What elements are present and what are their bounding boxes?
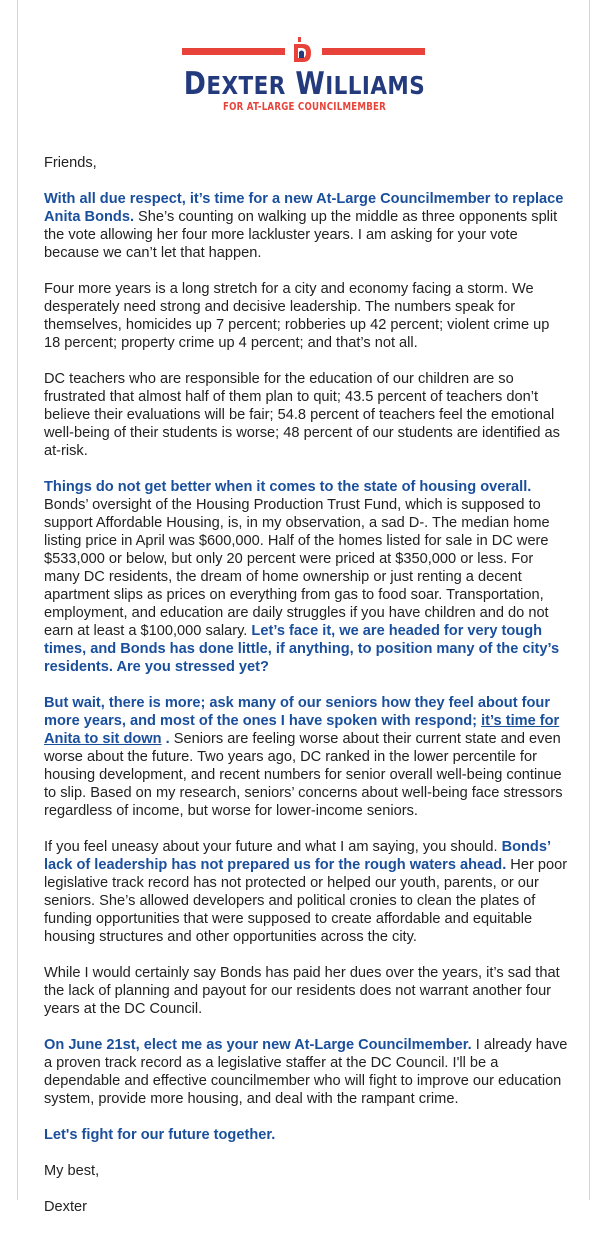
paragraph-8: On June 21st, elect me as your new At-Large Councilmember. I already have a proven track record as a legislative staffer at the DC Council. I'll be a dependable and effective councilmember who will fight to improve our education system, provide more housing, and deal with the rampant crime. xyxy=(44,1037,568,1107)
signature: Dexter xyxy=(44,1199,87,1215)
greeting: Friends, xyxy=(44,155,97,171)
underlined-phrase: it’s time for Anita to sit down xyxy=(44,713,560,747)
capitol-dome-icon xyxy=(287,36,317,66)
paragraph-9: Let's fight for our future together. xyxy=(44,1127,276,1143)
paragraph-2: Four more years is a long stretch for a city and economy facing a storm. We desperately need strong and decisive leadership. The numbers speak for themselves, homicides up 7 percent; robberies up 42 percent; violent crime up 18 percent; property crime up 4 percent; and that’s not all. xyxy=(44,281,550,351)
paragraph-5: But wait, there is more; ask many of our seniors how they feel about four more years, and most of the ones I have spoken with respond; it’s time for Anita to sit down . Seniors are feeling worse about their current state and even worse about the future. Two years ago, DC ranked in the lower percentile for housing development, and recent numbers for senior overall well-being continue to slip. Based on my research, seniors’ concerns about well-being face stressors regardless of income, but worse for lower-income seniors. xyxy=(44,695,563,819)
paragraph-3: DC teachers who are responsible for the education of our children are so frustrated that almost half of them plan to quit; 43.5 percent of teachers don’t believe their evaluations will be fair; 54.8 percent of teachers feel the emotional well-being of their students is worse; 48 percent of our students are identified as at-risk. xyxy=(44,371,560,459)
letter-body xyxy=(44,154,569,1234)
paragraph-1: With all due respect, it’s time for a new At-Large Councilmember to replace Anita Bonds. She’s counting on walking up the middle as three opponents split the vote allowing her four more lackluster years. I am asking for your vote because we can’t let that happen. xyxy=(44,191,564,261)
logo-left-rule xyxy=(182,48,285,55)
closing: My best, xyxy=(44,1163,100,1179)
campaign-tagline: FOR AT-LARGE COUNCILMEMBER xyxy=(222,101,387,113)
campaign-logo xyxy=(0,0,609,115)
logo-right-rule xyxy=(322,48,425,55)
paragraph-4: Things do not get better when it comes to the state of housing overall. Bonds’ oversight of the Housing Production Trust Fund, which is supposed to support Affordable Housing, is, in my observation, a sad D-. The median home listing price in April was $600,000. Half of the homes listed for sale in DC were $533,000 or below, but only 20 percent were priced at $350,000 or less. For many DC residents, the dream of home ownership or just renting a decent apartment slips as prices on everything from gas to food soar. Transportation, employment, and education are daily struggles if you have children and do not earn at least a $100,000 salary. Let’s face it, we are headed for very tough times, and Bonds has done little, if anything, to position many of the city’s residents. Are you stressed yet? xyxy=(44,479,560,675)
paragraph-7: While I would certainly say Bonds has paid her dues over the years, it’s sad that the lack of planning and payout for our residents does not warrant another four years at the DC Council. xyxy=(44,965,560,1017)
paragraph-6: If you feel uneasy about your future and what I am saying, you should. Bonds’ lack of leadership has not prepared us for the rough waters ahead. Her poor legislative track record has not protected or helped our youth, parents, or our seniors. She’s allowed developers and political cronies to clean the plates of funding opportunities that were supposed to create affordable and equitable housing structures and other opportunities across the city. xyxy=(44,839,568,945)
candidate-name: DEXTER WILLIAMS xyxy=(183,66,426,102)
